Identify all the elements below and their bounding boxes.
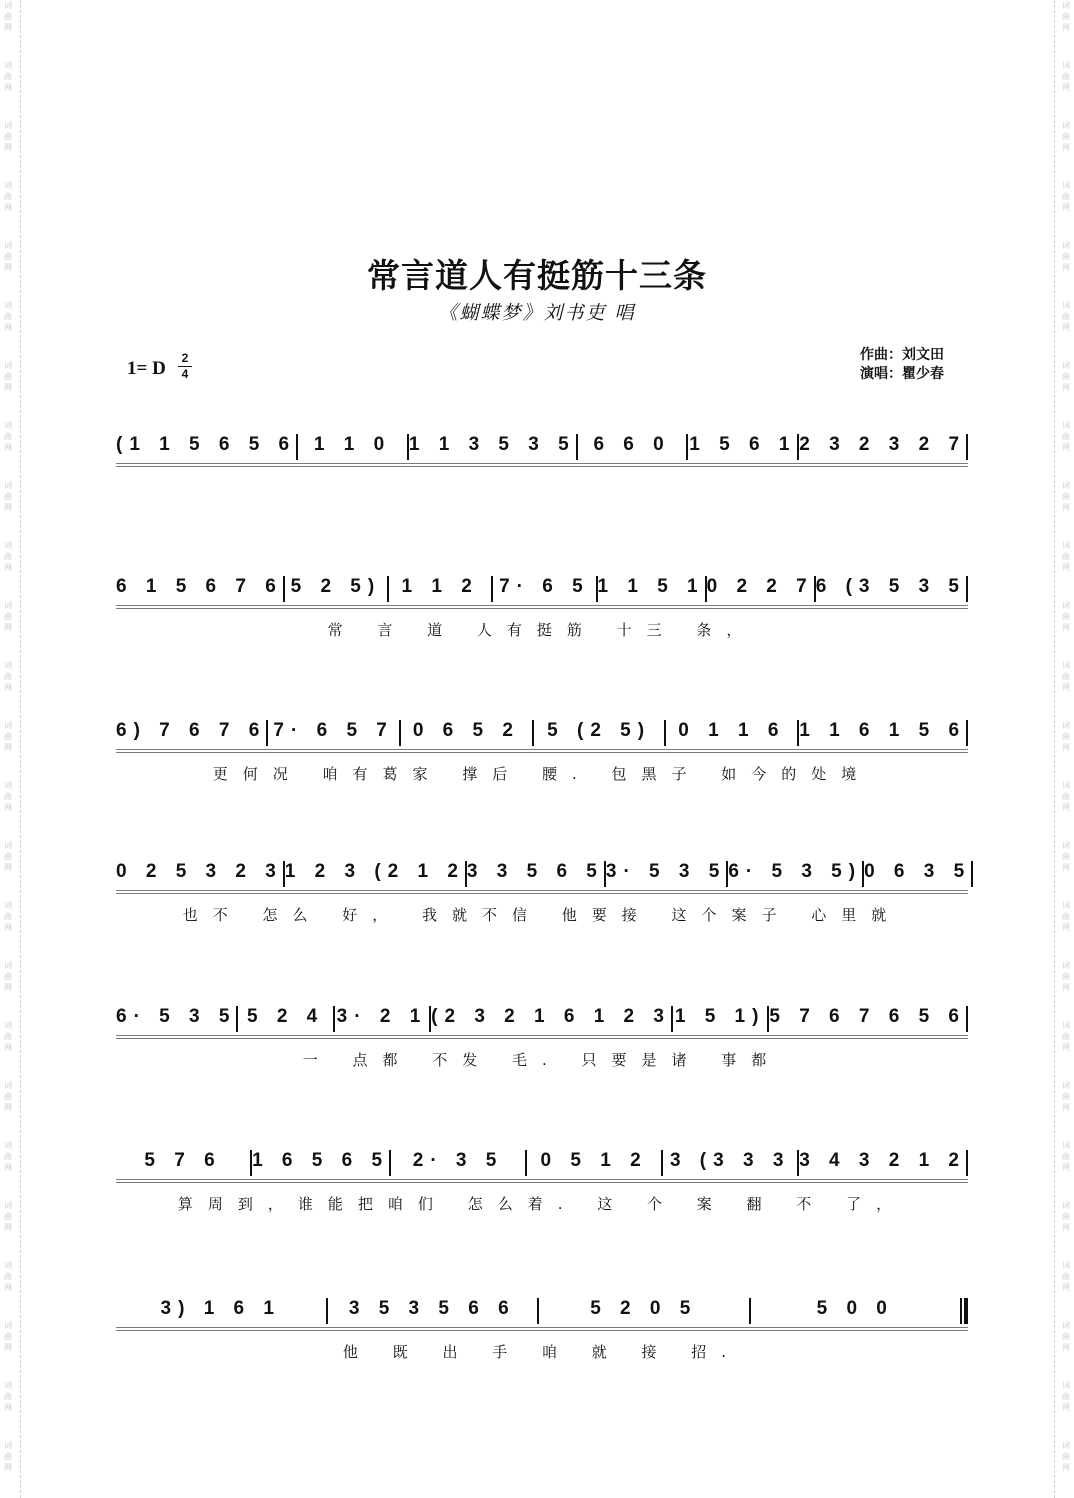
- final-barline: [960, 1298, 968, 1324]
- watermark-text: 词 曲 网: [4, 541, 12, 572]
- measure: (1 1 5 6 5 6: [116, 434, 297, 455]
- time-signature: [178, 352, 192, 381]
- score-line: [116, 572, 968, 643]
- watermark-text: 词 曲 网: [4, 961, 12, 992]
- barline: [966, 434, 968, 460]
- watermark-text: 词 曲 网: [1062, 1141, 1070, 1172]
- barline: [966, 1150, 968, 1176]
- measure: 0 6 5 2: [412, 720, 520, 741]
- measure: 1 5 1): [674, 1006, 766, 1027]
- measure: 3· 2 1: [336, 1006, 428, 1027]
- watermark-text: 词 曲 网: [1062, 61, 1070, 92]
- measure: 6· 5 3 5): [728, 861, 863, 882]
- watermark-text: 词 曲 网: [1062, 841, 1070, 872]
- measure: 1 1 3 5 3 5: [408, 434, 576, 455]
- watermark-text: 词 曲 网: [4, 61, 12, 92]
- notation-row: [116, 1002, 968, 1044]
- watermark-text: 词 曲 网: [1062, 541, 1070, 572]
- barline: [966, 720, 968, 746]
- measure: 2 3 2 3 2 7: [799, 434, 967, 455]
- measure: 1 1 6 1 5 6: [799, 720, 967, 741]
- measure: 5 7 6 7 6 5 6: [769, 1006, 966, 1027]
- measure: 7· 6 5 7: [273, 720, 394, 741]
- time-signature-bottom: 4: [181, 367, 189, 381]
- watermark-text: 词 曲 网: [1062, 421, 1070, 452]
- measure: 5 2 0 5: [590, 1298, 698, 1319]
- measure: 7· 6 5: [499, 576, 590, 597]
- measure: 5 2 5): [290, 576, 382, 597]
- right-margin-line: [1054, 0, 1055, 1498]
- score-line: [116, 430, 968, 501]
- watermark-text: 词 曲 网: [1062, 1201, 1070, 1232]
- measure: 5 2 4: [246, 1006, 325, 1027]
- measure: 0 5 1 2: [540, 1150, 648, 1171]
- measure: 5 0 0: [816, 1298, 894, 1319]
- watermark-text: 词 曲 网: [4, 361, 12, 392]
- measure: 1 5 6 1: [689, 434, 797, 455]
- measure: 1 1 2: [401, 576, 479, 597]
- time-signature-top: 2: [181, 351, 189, 365]
- watermark-text: 词 曲 网: [1062, 961, 1070, 992]
- key-signature: 1= D: [127, 358, 166, 379]
- watermark-text: 词 曲 网: [1062, 121, 1070, 152]
- measure: 3 3 5 6 5: [466, 861, 604, 882]
- song-title: 常言道人有挺筋十三条: [367, 256, 707, 295]
- score-line: [116, 716, 968, 787]
- beam-lines: [116, 749, 968, 753]
- watermark-text: 词 曲 网: [1062, 481, 1070, 512]
- measure: 3 (3 3 3: [669, 1150, 791, 1171]
- score-line: [116, 857, 972, 928]
- beam-lines: [116, 1035, 968, 1039]
- watermark-text: 词 曲 网: [4, 781, 12, 812]
- watermark-text: 词 曲 网: [4, 901, 12, 932]
- watermark-text: 词 曲 网: [1062, 901, 1070, 932]
- barline: [971, 861, 973, 887]
- measure: 6· 5 3 5: [116, 1006, 237, 1027]
- notation-row: [116, 716, 968, 758]
- notation-row: [116, 857, 972, 899]
- song-subtitle: 《蝴蝶梦》刘书吏 唱: [438, 302, 636, 324]
- watermark-text: 词 曲 网: [1062, 601, 1070, 632]
- measure: 2· 3 5: [412, 1150, 504, 1171]
- lyrics-row: 更何况 咱有葛家 撑后 腰. 包黑子 如今的处境: [212, 765, 872, 783]
- watermark-text: 词 曲 网: [1062, 661, 1070, 692]
- measure: 6 (3 5 3 5: [815, 576, 966, 597]
- watermark-text: 词 曲 网: [4, 1321, 12, 1352]
- lyrics-row: 常 言 道 人有挺筋 十三 条，: [327, 621, 757, 639]
- score-line: [116, 1294, 968, 1365]
- watermark-text: 词 曲 网: [4, 1201, 12, 1232]
- measure: (2 3 2 1 6 1 2 3: [431, 1006, 671, 1027]
- lyrics-row: 一 点都 不发 毛. 只要是诸 事都: [302, 1051, 782, 1069]
- watermark-text: 词 曲 网: [4, 841, 12, 872]
- watermark-text: 词 曲 网: [1062, 181, 1070, 212]
- watermark-text: 词 曲 网: [1062, 301, 1070, 332]
- watermark-text: 词 曲 网: [4, 421, 12, 452]
- score-line: [116, 1146, 968, 1217]
- watermark-text: 词 曲 网: [4, 1261, 12, 1292]
- watermark-text: 词 曲 网: [1062, 1, 1070, 32]
- measure: 1 1 0: [313, 434, 392, 455]
- watermark-text: 词 曲 网: [1062, 1441, 1070, 1472]
- watermark-text: 词 曲 网: [4, 1381, 12, 1412]
- notation-row: [116, 430, 968, 472]
- watermark-text: 词 曲 网: [4, 481, 12, 512]
- lyrics-row: 他 既 出 手 咱 就 接 招.: [342, 1343, 742, 1361]
- measure: 0 2 2 7: [706, 576, 814, 597]
- watermark-text: 词 曲 网: [4, 1141, 12, 1172]
- beam-lines: [116, 890, 968, 894]
- beam-lines: [116, 1179, 968, 1183]
- measure: 5 7 6: [144, 1150, 222, 1171]
- watermark-text: 词 曲 网: [4, 721, 12, 752]
- left-margin-line: [20, 0, 21, 1498]
- measure: 0 1 1 6: [678, 720, 786, 741]
- watermark-text: 词 曲 网: [1062, 721, 1070, 752]
- measure: 1 2 3 (2 1 2: [284, 861, 465, 882]
- measure: 0 6 3 5: [864, 861, 972, 882]
- watermark-text: 词 曲 网: [4, 121, 12, 152]
- watermark-text: 词 曲 网: [4, 1081, 12, 1112]
- score-line: [116, 1002, 968, 1073]
- measure: 1 1 5 1: [597, 576, 705, 597]
- watermark-text: 词 曲 网: [4, 661, 12, 692]
- notation-row: [116, 572, 968, 614]
- watermark-text: 词 曲 网: [4, 1021, 12, 1052]
- beam-lines: [116, 605, 968, 609]
- watermark-text: 词 曲 网: [4, 241, 12, 272]
- barline: [966, 576, 968, 602]
- barline: [966, 1006, 968, 1032]
- measure: 3) 1 6 1: [160, 1298, 281, 1319]
- watermark-text: 词 曲 网: [1062, 1021, 1070, 1052]
- measure: 0 2 5 3 2 3: [116, 861, 283, 882]
- measure: 6 1 5 6 7 6: [116, 576, 283, 597]
- watermark-text: 词 曲 网: [1062, 781, 1070, 812]
- lyrics-row: 也不 怎么 好， 我就不信 他要接 这个案子 心里就: [182, 906, 902, 924]
- watermark-text: 词 曲 网: [4, 1, 12, 32]
- measure: 6) 7 6 7 6: [116, 720, 267, 741]
- measure: 1 6 5 6 5: [252, 1150, 390, 1171]
- notation-row: [116, 1294, 968, 1336]
- watermark-text: 词 曲 网: [1062, 1381, 1070, 1412]
- measure: 3 5 3 5 6 6: [348, 1298, 516, 1319]
- watermark-text: 词 曲 网: [1062, 241, 1070, 272]
- watermark-text: 词 曲 网: [1062, 1081, 1070, 1112]
- watermark-text: 词 曲 网: [1062, 1261, 1070, 1292]
- measure: 5 (2 5): [547, 720, 652, 741]
- measure: 6 6 0: [593, 434, 671, 455]
- singer-credit: 演唱：瞿少春: [860, 366, 944, 382]
- watermark-text: 词 曲 网: [1062, 1321, 1070, 1352]
- watermark-text: 词 曲 网: [4, 1441, 12, 1472]
- notation-row: [116, 1146, 968, 1188]
- watermark-text: 词 曲 网: [4, 181, 12, 212]
- watermark-text: 词 曲 网: [4, 301, 12, 332]
- measure: 3 4 3 2 1 2: [799, 1150, 966, 1171]
- watermark-text: 词 曲 网: [4, 601, 12, 632]
- watermark-text: 词 曲 网: [1062, 361, 1070, 392]
- lyrics-row: [116, 477, 968, 501]
- lyrics-row: 算周到，谁能把咱们 怎么着. 这 个 案 翻 不 了，: [177, 1195, 907, 1213]
- beam-lines: [116, 1327, 968, 1331]
- measure: 3· 5 3 5: [605, 861, 727, 882]
- credits: [860, 346, 944, 384]
- composer-credit: 作曲：刘文田: [860, 347, 944, 363]
- beam-lines: [116, 463, 968, 467]
